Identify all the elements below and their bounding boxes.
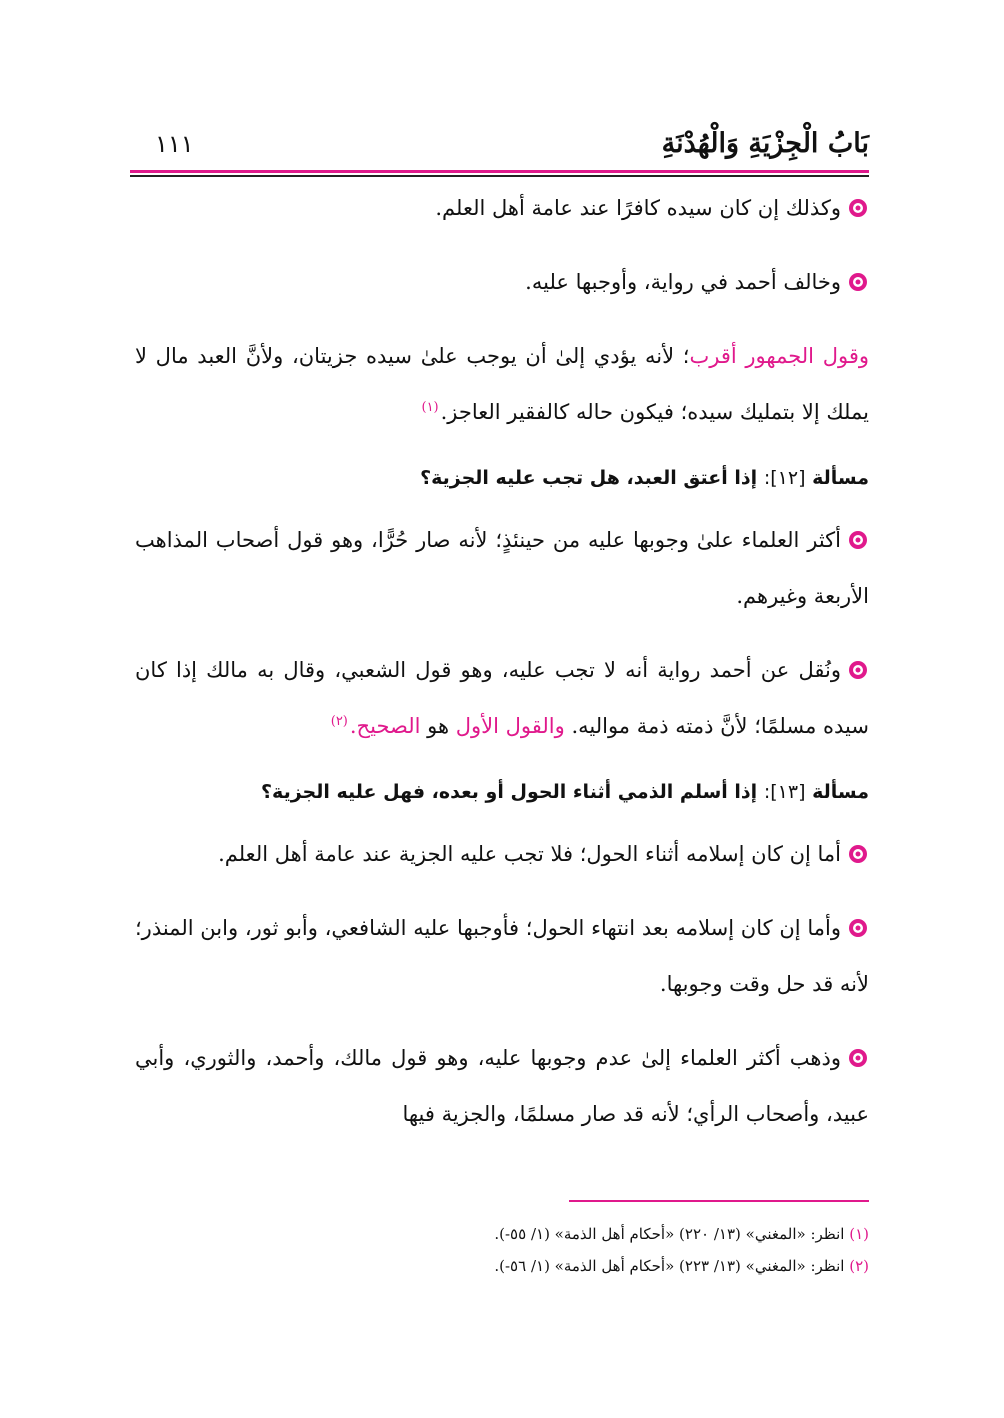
paragraph-4 — [135, 512, 869, 624]
footnote-2-number: (٢) — [849, 1257, 869, 1275]
footnote-2-text: انظر: «المغني» (١٣/ ٢٢٣) «أحكام أهل الذمة» (١/ ٥٦-). — [494, 1257, 845, 1275]
running-title: بَابُ الْجِزْيَةِ وَالْهُدْنَةِ — [661, 128, 869, 159]
flower-bullet-icon — [847, 197, 869, 219]
paragraph-1-text: وكذلك إن كان سيده كافرًا عند عامة أهل العلم. — [435, 196, 841, 220]
footnote-rule — [569, 1200, 869, 1202]
question-13-text: إذا أسلم الذمي أثناء الحول أو بعده، فهل عليه الجزية؟ — [261, 781, 758, 803]
page-header — [135, 122, 869, 172]
question-12 — [135, 458, 869, 498]
question-13 — [135, 772, 869, 812]
paragraph-7-text: وأما إن كان إسلامه بعد انتهاء الحول؛ فأوجبها عليه الشافعي، وأبو ثور، وابن المنذر؛ لأنه قد حل وقت وجوبها. — [135, 916, 869, 996]
question-12-text: إذا أعتق العبد، هل تجب عليه الجزية؟ — [420, 467, 758, 489]
highlight-majority-view: وقول الجمهور أقرب — [689, 344, 869, 368]
flower-bullet-icon — [847, 659, 869, 681]
footnote-1-number: (١) — [849, 1225, 869, 1243]
flower-bullet-icon — [847, 529, 869, 551]
paragraph-5-text: ونُقل عن أحمد رواية أنه لا تجب عليه، وهو قول الشعبي، وقال به مالك إذا كان سيده مسلمًا؛ لأنَّ ذمته ذمة مواليه. — [135, 658, 869, 738]
paragraph-1 — [135, 180, 869, 236]
paragraph-3 — [135, 328, 869, 440]
footnotes — [135, 1218, 869, 1282]
paragraph-2-text: وخالف أحمد في رواية، وأوجبها عليه. — [525, 270, 841, 294]
paragraph-6-text: أما إن كان إسلامه أثناء الحول؛ فلا تجب عليه الجزية عند عامة أهل العلم. — [218, 842, 841, 866]
page-number: ١١١ — [155, 130, 194, 158]
paragraph-5-mid: هو — [427, 714, 450, 738]
page-body — [135, 180, 869, 1142]
flower-bullet-icon — [847, 917, 869, 939]
question-12-number: [١٢]: — [763, 467, 806, 489]
paragraph-3-text: ؛ لأنه يؤدي إلىٰ أن يوجب علىٰ سيده جزيتان، ولأنَّ العبد مال لا يملك إلا بتمليك سيده؛ فيكون حاله كالفقير العاجز. — [135, 344, 869, 424]
flower-bullet-icon — [847, 843, 869, 865]
footnote-ref-1: (١) — [421, 400, 439, 415]
highlight-correct: الصحيح. — [349, 714, 421, 738]
paragraph-8-text: وذهب أكثر العلماء إلىٰ عدم وجوبها عليه، وهو قول مالك، وأحمد، والثوري، وأبي عبيد، وأصحاب الرأي؛ لأنه قد صار مسلمًا، والجزية فيها — [135, 1046, 869, 1126]
paragraph-5 — [135, 642, 869, 754]
footnote-2 — [135, 1250, 869, 1282]
question-12-label: مسألة — [812, 467, 869, 489]
footnote-1-text: انظر: «المغني» (١٣/ ٢٢٠) «أحكام أهل الذمة» (١/ ٥٥-). — [494, 1225, 845, 1243]
paragraph-7 — [135, 900, 869, 1012]
flower-bullet-icon — [847, 1047, 869, 1069]
paragraph-2 — [135, 254, 869, 310]
header-rule — [130, 170, 869, 178]
paragraph-6 — [135, 826, 869, 882]
flower-bullet-icon — [847, 271, 869, 293]
question-13-number: [١٣]: — [763, 781, 806, 803]
footnote-ref-2: (٢) — [330, 714, 348, 729]
footnote-1 — [135, 1218, 869, 1250]
paragraph-4-text: أكثر العلماء علىٰ وجوبها عليه من حينئذٍ؛ لأنه صار حُرًّا، وهو قول أصحاب المذاهب الأربعة وغيرهم. — [135, 528, 869, 608]
question-13-label: مسألة — [812, 781, 869, 803]
paragraph-8 — [135, 1030, 869, 1142]
highlight-first-view: والقول الأول — [455, 714, 565, 738]
